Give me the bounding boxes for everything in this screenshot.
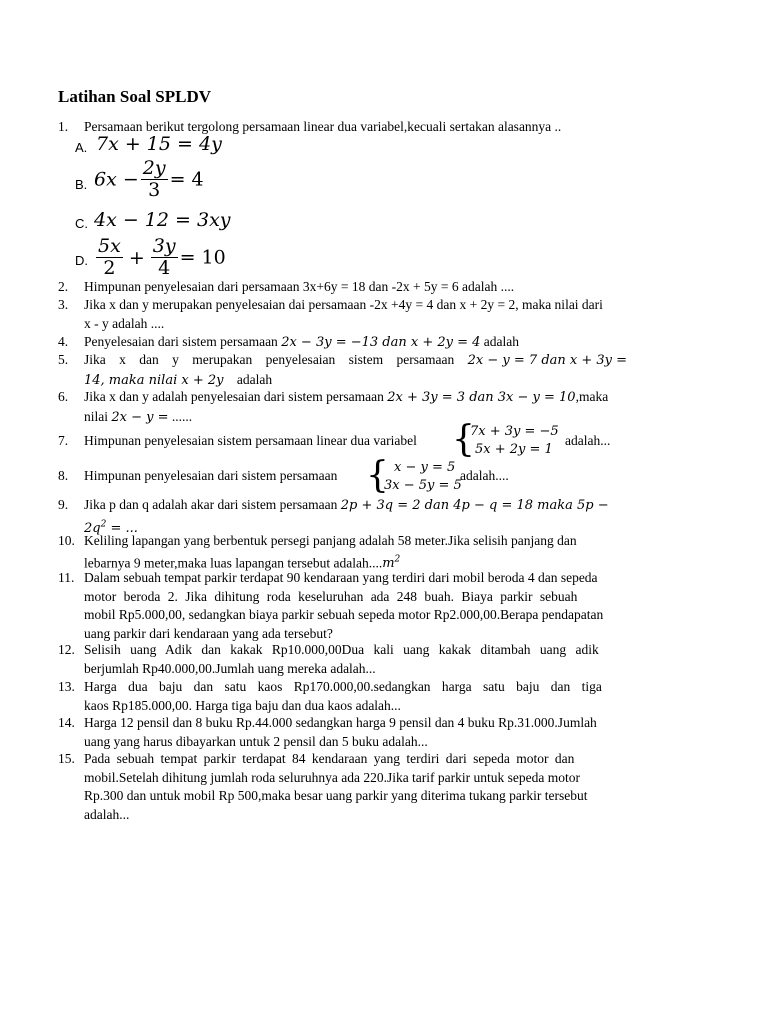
question-number: 4. (58, 334, 69, 349)
question-number: 5. (58, 352, 69, 367)
page-title: Latihan Soal SPLDV (58, 87, 212, 106)
question-number: 14. (58, 715, 75, 730)
equation-system: 7x + 3y = −5 5x + 2y = 1 (470, 424, 559, 457)
question-text: Jika x dan y merupakan penyelesaian dai persamaan -2x +4y = 4 dan x + 2y = 2, maka nilai dari x - y adalah .... (84, 297, 603, 331)
option-a-expression: 7x + 15 = 4y (96, 133, 222, 155)
question-text: Harga 12 pensil dan 8 buku Rp.44.000 sedangkan harga 9 pensil dan 4 buku Rp.31.000.Jumlah uang yang harus dibayarkan untuk 2 pensil dan 5 buku adalah... (84, 715, 597, 749)
question-number: 12. (58, 642, 75, 657)
question-text: Jika x dan y adalah penyelesaian dari sistem persamaan 2x + 3y = 3 dan 3x − y = 10,maka nilai 2x − y = ...... (84, 389, 609, 425)
option-c-expression: 4x − 12 = 3xy (94, 209, 231, 231)
question-text: Penyelesaian dari sistem persamaan 2x − 3y = −13 dan x + 2y = 4 adalah (84, 334, 520, 350)
question-number: 6. (58, 389, 69, 404)
system-brace: { (452, 419, 475, 460)
question-number: 10. (58, 533, 75, 548)
option-c-label: C. (75, 216, 88, 231)
question-text: Jika p dan q adalah akar dari sistem persamaan 2p + 3q = 2 dan 4p − q = 18 maka 5p − $2q^2$ = ... (84, 497, 609, 536)
question-text: Dalam sebuah tempat parkir terdapat 90 kendaraan yang terdiri dari mobil beroda 4 dan sepeda motor beroda 2. Jika dihitung roda keseluruhan ada 248 buah. Biaya parkir sebuah mobil Rp5.000,00, sedangkan biaya parkir sebuah sepeda motor Rp2.000,00.Berapa pendapatan uang parkir dari kendaraan yang ada tersebut? (84, 570, 604, 641)
question-number: 15. (58, 751, 75, 766)
option-b-expression: 6x − $\frac{2y}{3}$ = 4 (94, 157, 204, 201)
question-number: 1. (58, 119, 69, 134)
question-number: 9. (58, 497, 69, 512)
equation-system: x − y = 5 3x − 5y = 5 (384, 460, 462, 493)
option-a-label: A. (75, 140, 88, 155)
question-text: Himpunan penyelesaian dari sistem persamaan (84, 468, 338, 483)
question-8-suffix: adalah.... (460, 468, 509, 483)
question-number: 2. (58, 279, 69, 294)
question-text: Keliling lapangan yang berbentuk persegi panjang adalah 58 meter.Jika selisih panjang dan lebarnya 9 meter,maka luas lapangan tersebut $adalah....m^2$ (84, 533, 577, 571)
question-text: Persamaan berikut tergolong persamaan linear dua variabel,kecuali sertakan alasannya .. (84, 119, 562, 134)
option-d-label: D. (75, 253, 88, 268)
question-7-suffix: adalah... (565, 433, 611, 448)
question-text: Pada sebuah tempat parkir terdapat 84 kendaraan yang terdiri dari sepeda motor dan mobil.Setelah dihitung jumlah roda seluruhnya ada 220.Jika tarif parkir untuk sepeda motor Rp.300 dan untuk mobil Rp 500,maka besar uang parkir yang diterima tukang parkir tersebut adalah... (84, 751, 588, 822)
question-number: 7. (58, 433, 69, 448)
option-d-expression: $\frac{5x}{2}$ + $\frac{3y}{4}$ = 10 (98, 235, 226, 279)
question-number: 11. (58, 570, 75, 585)
question-number: 8. (58, 468, 69, 483)
question-text: Himpunan penyelesaian sistem persamaan linear dua variabel (84, 433, 417, 448)
question-text: Himpunan penyelesaian dari persamaan 3x+6y = 18 dan -2x + 5y = 6 adalah .... (84, 279, 515, 294)
question-number: 13. (58, 679, 75, 694)
question-text: Jika x dan y merupakan penyelesaian sistem persamaan 2x − y = 7 dan x + 3y = 14, maka nilai x + 2y adalah (84, 352, 628, 388)
option-b-label: B. (75, 177, 88, 192)
question-text: Harga dua baju dan satu kaos Rp170.000,00.sedangkan harga satu baju dan tiga kaos Rp185.000,00. Harga tiga baju dan dua kaos adalah... (84, 679, 602, 713)
question-text: Selisih uang Adik dan kakak Rp10.000,00Dua kali uang kakak ditambah uang adik berjumlah Rp40.000,00.Jumlah uang mereka adalah... (84, 642, 599, 676)
question-number: 3. (58, 297, 69, 312)
system-brace: { (366, 455, 389, 496)
